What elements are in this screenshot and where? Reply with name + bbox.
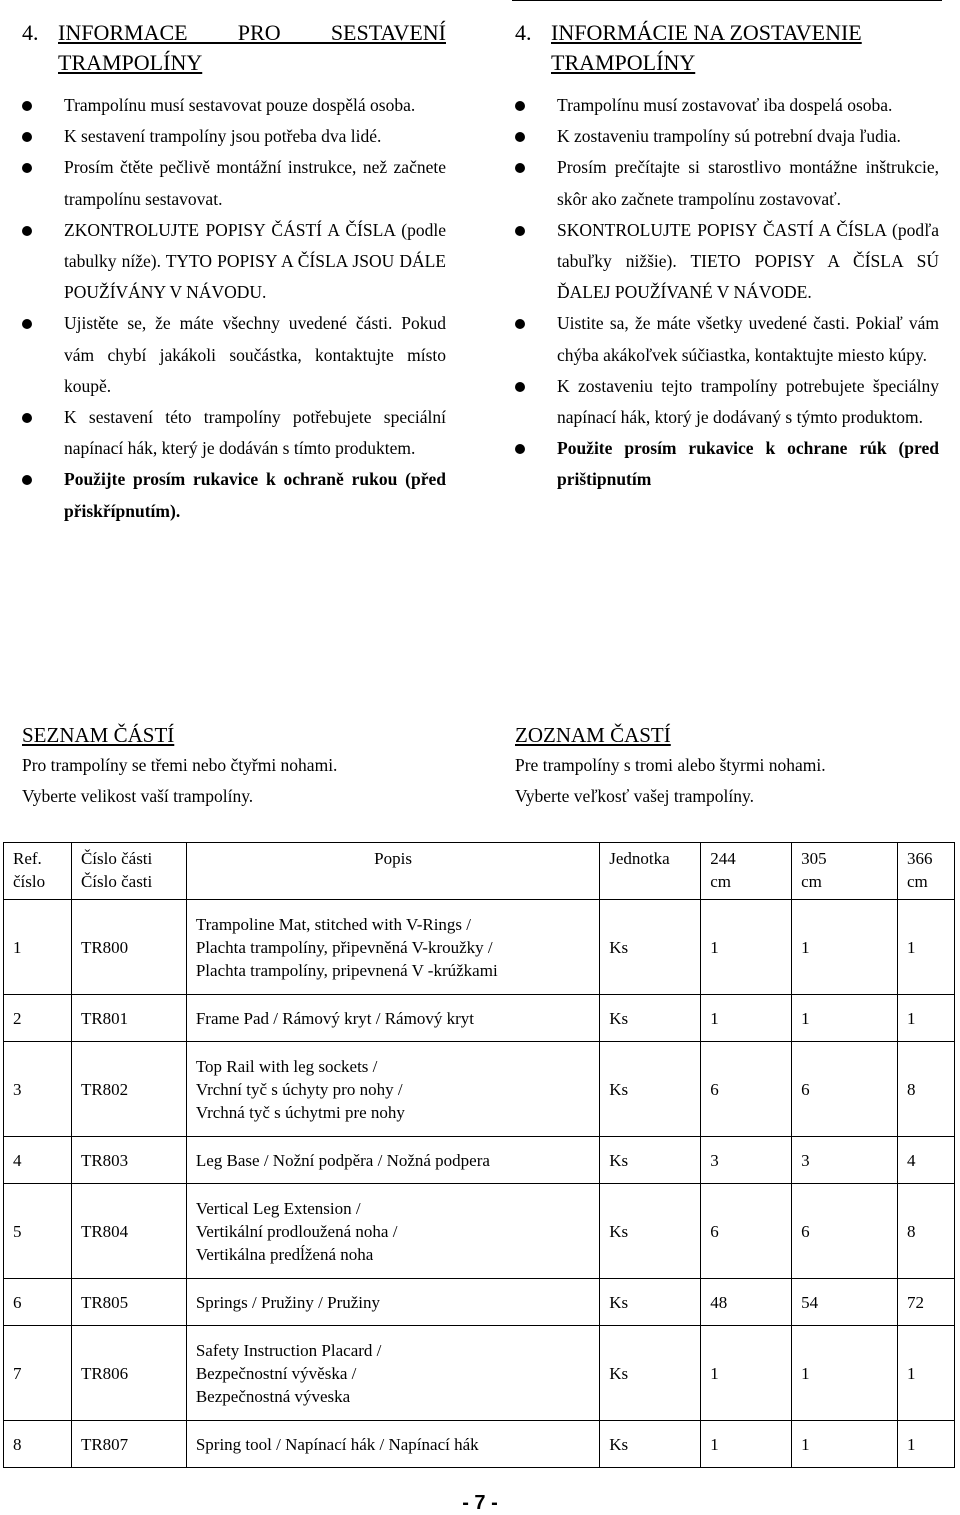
bullet-icon [22,475,32,485]
cell-qty-305: 3 [792,1137,898,1184]
table-row [4,1042,955,1137]
cell-qty-305: 6 [792,1184,898,1279]
header-ref: Ref. číslo [4,843,72,900]
cell-ref: 7 [4,1326,72,1421]
cell-qty-305: 1 [792,1326,898,1421]
cell-description: Leg Base / Nožní podpěra / Nožná podpera [186,1137,599,1184]
cell-qty-366: 1 [897,1326,954,1421]
bullet-icon [515,226,525,236]
parts-table [3,842,955,1468]
cell-unit: Ks [600,1137,701,1184]
heading-line-2: TRAMPOLÍNY [58,50,203,75]
bullet-icon [22,226,32,236]
list-item: K sestavení trampolíny jsou potřeba dva lidé. [22,121,446,152]
bullet-icon [515,163,525,173]
list-item-bold: Použijte prosím rukavice k ochraně rukou (před přiskřípnutím). [22,464,446,526]
bullet-icon [515,101,525,111]
cell-unit: Ks [600,1042,701,1137]
cell-description: Frame Pad / Rámový kryt / Rámový kryt [186,995,599,1042]
bullet-icon [22,132,32,142]
cell-part: TR806 [71,1326,186,1421]
bullet-icon [22,413,32,423]
cell-qty-366: 72 [897,1279,954,1326]
cell-part: TR805 [71,1279,186,1326]
cell-qty-305: 54 [792,1279,898,1326]
cell-qty-244: 48 [701,1279,792,1326]
cell-ref: 6 [4,1279,72,1326]
list-item: ZKONTROLUJTE POPISY ČÁSTÍ A ČÍSLA (podle tabulky níže). TYTO POPISY A ČÍSLA JSOU DÁLE POUŽÍVÁNY V NÁVODU. [22,215,446,309]
parts-list-line: Pre trampolíny s tromi alebo štyrmi nohami. [515,755,826,775]
parts-list-line: Vyberte velikost vaší trampolíny. [22,786,254,806]
table-row [4,1421,955,1468]
cell-description: Springs / Pružiny / Pružiny [186,1279,599,1326]
bullet-icon [22,101,32,111]
cell-qty-305: 1 [792,1421,898,1468]
heading-line-1: INFORMÁCIE NA ZOSTAVENIE [551,20,862,45]
cell-qty-366: 8 [897,1184,954,1279]
list-item: Prosím čtěte pečlivě montážní instrukce, než začnete trampolínu sestavovat. [22,152,446,214]
cell-qty-244: 6 [701,1184,792,1279]
cell-description: Safety Instruction Placard / Bezpečnostní vývěska / Bezpečnostná výveska [186,1326,599,1421]
cell-qty-244: 1 [701,995,792,1042]
table-header-row [4,843,955,900]
list-item: K zostaveniu trampolíny sú potrební dvaja ľudia. [515,121,939,152]
table-row [4,1184,955,1279]
bullet-icon [22,319,32,329]
bullet-icon [515,132,525,142]
list-item: Trampolínu musí zostavovať iba dospelá osoba. [515,90,939,121]
instruction-list-cz [22,90,446,527]
table-row [4,1326,955,1421]
section-heading-cz [22,18,446,78]
list-item: Trampolínu musí sestavovat pouze dospělá osoba. [22,90,446,121]
heading-line-2: TRAMPOLÍNY [551,50,696,75]
cell-part: TR800 [71,900,186,995]
cell-part: TR807 [71,1421,186,1468]
table-row [4,1279,955,1326]
czech-column [22,18,446,527]
cell-description: Trampoline Mat, stitched with V-Rings / Plachta trampolíny, připevněná V-kroužky / Plachta trampolíny, pripevnená V -krúžkami [186,900,599,995]
cell-unit: Ks [600,900,701,995]
header-size-366: 366 cm [897,843,954,900]
list-item: K sestavení této trampolíny potřebujete speciální napínací hák, který je dodáván s tímto produktem. [22,402,446,464]
cell-ref: 3 [4,1042,72,1137]
cell-part: TR804 [71,1184,186,1279]
list-item: Ujistěte se, že máte všechny uvedené části. Pokud vám chybí jakákoli součástka, kontaktujte místo koupě. [22,308,446,402]
list-item: SKONTROLUJTE POPISY ČASTÍ A ČÍSLA (podľa tabuľky nižšie). TIETO POPISY A ČÍSLA SÚ ĎALEJ POUŽÍVANÉ V NÁVODE. [515,215,939,309]
cell-qty-244: 3 [701,1137,792,1184]
cell-qty-366: 1 [897,995,954,1042]
cell-unit: Ks [600,1184,701,1279]
cell-qty-305: 6 [792,1042,898,1137]
list-item: Uistite sa, že máte všetky uvedené časti. Pokiaľ vám chýba akákoľvek súčiastka, kontaktujte miesto kúpy. [515,308,939,370]
cell-description: Vertical Leg Extension / Vertikální prodloužená noha / Vertikálna predĺžená noha [186,1184,599,1279]
section-heading-sk [515,18,939,78]
cell-ref: 4 [4,1137,72,1184]
cell-qty-366: 1 [897,1421,954,1468]
cell-description: Spring tool / Napínací hák / Napínací hák [186,1421,599,1468]
cell-qty-244: 6 [701,1042,792,1137]
cell-qty-366: 8 [897,1042,954,1137]
cell-part: TR802 [71,1042,186,1137]
cell-qty-366: 4 [897,1137,954,1184]
cell-description: Top Rail with leg sockets / Vrchní tyč s úchyty pro nohy / Vrchná tyč s úchytmi pre nohy [186,1042,599,1137]
page-number: - 7 - [462,1492,498,1514]
cell-qty-305: 1 [792,900,898,995]
table-row [4,995,955,1042]
list-item: K zostaveniu tejto trampolíny potrebujete špeciálny napínací hák, ktorý je dodávaný s týmto produktom. [515,371,939,433]
heading-number: 4. [22,20,39,45]
parts-list-title: SEZNAM ČÁSTÍ [22,723,175,747]
bullet-icon [515,444,525,454]
cell-qty-244: 1 [701,1421,792,1468]
header-unit: Jednotka [600,843,701,900]
table-row [4,900,955,995]
cell-unit: Ks [600,1326,701,1421]
parts-list-intro-sk [515,720,826,812]
parts-list-intro-cz [22,720,337,812]
cell-qty-244: 1 [701,900,792,995]
header-part-number: Číslo části Číslo časti [71,843,186,900]
header-description: Popis [186,843,599,900]
cell-qty-366: 1 [897,900,954,995]
instruction-list-sk [515,90,939,496]
heading-line-1: INFORMACE PRO SESTAVENÍ [58,20,446,45]
cell-unit: Ks [600,995,701,1042]
cell-ref: 8 [4,1421,72,1468]
bullet-icon [515,319,525,329]
list-item-bold: Použite prosím rukavice k ochrane rúk (pred prištipnutím [515,433,939,495]
cell-unit: Ks [600,1421,701,1468]
heading-number: 4. [515,20,532,45]
header-size-244: 244 cm [701,843,792,900]
table-row [4,1137,955,1184]
bullet-icon [515,382,525,392]
slovak-column [515,18,939,496]
bullet-icon [22,163,32,173]
header-size-305: 305 cm [792,843,898,900]
top-rule [512,0,942,1]
cell-part: TR803 [71,1137,186,1184]
cell-ref: 1 [4,900,72,995]
cell-qty-244: 1 [701,1326,792,1421]
parts-list-line: Pro trampolíny se třemi nebo čtyřmi nohami. [22,755,338,775]
parts-list-line: Vyberte veľkosť vašej trampolíny. [515,786,754,806]
cell-ref: 5 [4,1184,72,1279]
cell-unit: Ks [600,1279,701,1326]
list-item: Prosím prečítajte si starostlivo montážne inštrukcie, skôr ako začnete trampolínu zostavovať. [515,152,939,214]
cell-qty-305: 1 [792,995,898,1042]
cell-part: TR801 [71,995,186,1042]
cell-ref: 2 [4,995,72,1042]
parts-list-title: ZOZNAM ČASTÍ [515,723,671,747]
